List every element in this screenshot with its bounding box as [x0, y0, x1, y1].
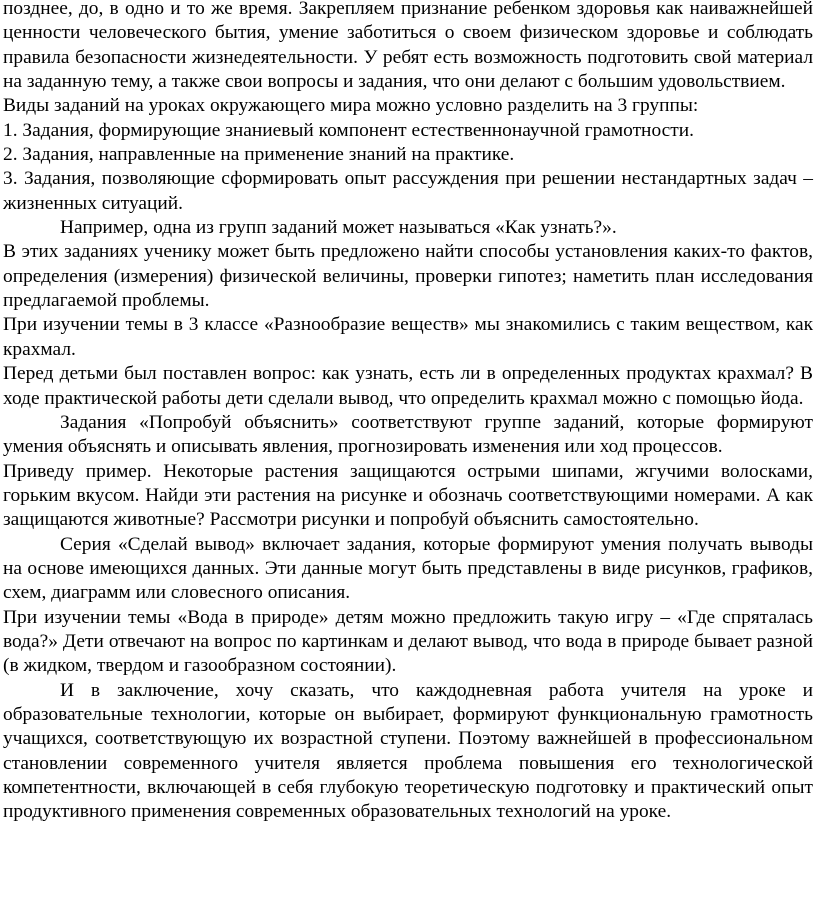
list-item-task-group-1: 1. Задания, формирующие знаниевый компонент естественнонаучной грамотности.	[3, 119, 694, 141]
paragraph-water-game: При изучении темы «Вода в природе» детям можно предложить такую игру – «Где спряталась вода?» Дети отвечают на вопрос по картинкам и делают вывод, что вода в природе бывает разной (в жидком, твердом и газообразном состоянии).	[3, 606, 813, 677]
paragraph-substances-topic: При изучении темы в 3 классе «Разнообразие веществ» мы знакомились с таким веществом, как крахмал.	[3, 314, 813, 360]
paragraph-how-to-know-details: В этих заданиях ученику может быть предложено найти способы установления каких-то фактов, определения (измерения) физической величины, проверки гипотез; наметить план исследования предлагаемой проблемы.	[3, 241, 813, 312]
paragraph-health-values: позднее, до, в одно и то же время. Закрепляем признание ребенком здоровья как наиважнейшей ценности человеческого бытия, умение заботиться о своем физическом здоровье и соблюдать правила безопасности жизнедеятельности. У ребят есть возможность подготовить свой материал на заданную тему, а также свои вопросы и задания, что они делают с большим удовольствием.	[3, 0, 813, 93]
paragraph-try-to-explain: Задания «Попробуй объяснить» соответствуют группе заданий, которые формируют умения объяснять и описывать явления, прогнозировать изменения или ход процессов.	[3, 411, 813, 458]
paragraph-plants-example: Приведу пример. Некоторые растения защищаются острыми шипами, жгучими волосками, горьким вкусом. Найди эти растения на рисунке и обозначь соответствующими номерами. А как защищаются животные? Рассмотри рисунки и попробуй объяснить самостоятельно.	[3, 460, 813, 531]
list-item-task-group-2: 2. Задания, направленные на применение знаний на практике.	[3, 144, 515, 166]
paragraph-starch-experiment: Перед детьми был поставлен вопрос: как узнать, есть ли в определенных продуктах крахмал? В ходе практической работы дети сделали вывод, что определить крахмал можно с помощью йода.	[3, 363, 813, 409]
paragraph-task-types-intro: Виды заданий на уроках окружающего мира можно условно разделить на 3 группы:	[3, 95, 699, 117]
list-item-task-group-3: 3. Задания, позволяющие сформировать опыт рассуждения при решении нестандартных задач – жизненных ситуаций.	[3, 168, 813, 214]
paragraph-how-to-know: Например, одна из групп заданий может называться «Как узнать?».	[60, 217, 617, 239]
paragraph-make-conclusion: Серия «Сделай вывод» включает задания, которые формируют умения получать выводы на основе имеющихся данных. Эти данные могут быть представлены в виде рисунков, графиков, схем, диаграмм или словесного описания.	[3, 533, 813, 604]
paragraph-conclusion: И в заключение, хочу сказать, что каждодневная работа учителя на уроке и образовательные технологии, которые он выбирает, формируют функциональную грамотность учащихся, соответствующую их возрастной ступени. Поэтому важнейшей в профессиональном становлении современного учителя является проблема повышения его технологической компетентности, включающей в себя глубокую теоретическую подготовку и практический опыт продуктивного применения современных образовательных технологий на уроке.	[3, 679, 813, 823]
